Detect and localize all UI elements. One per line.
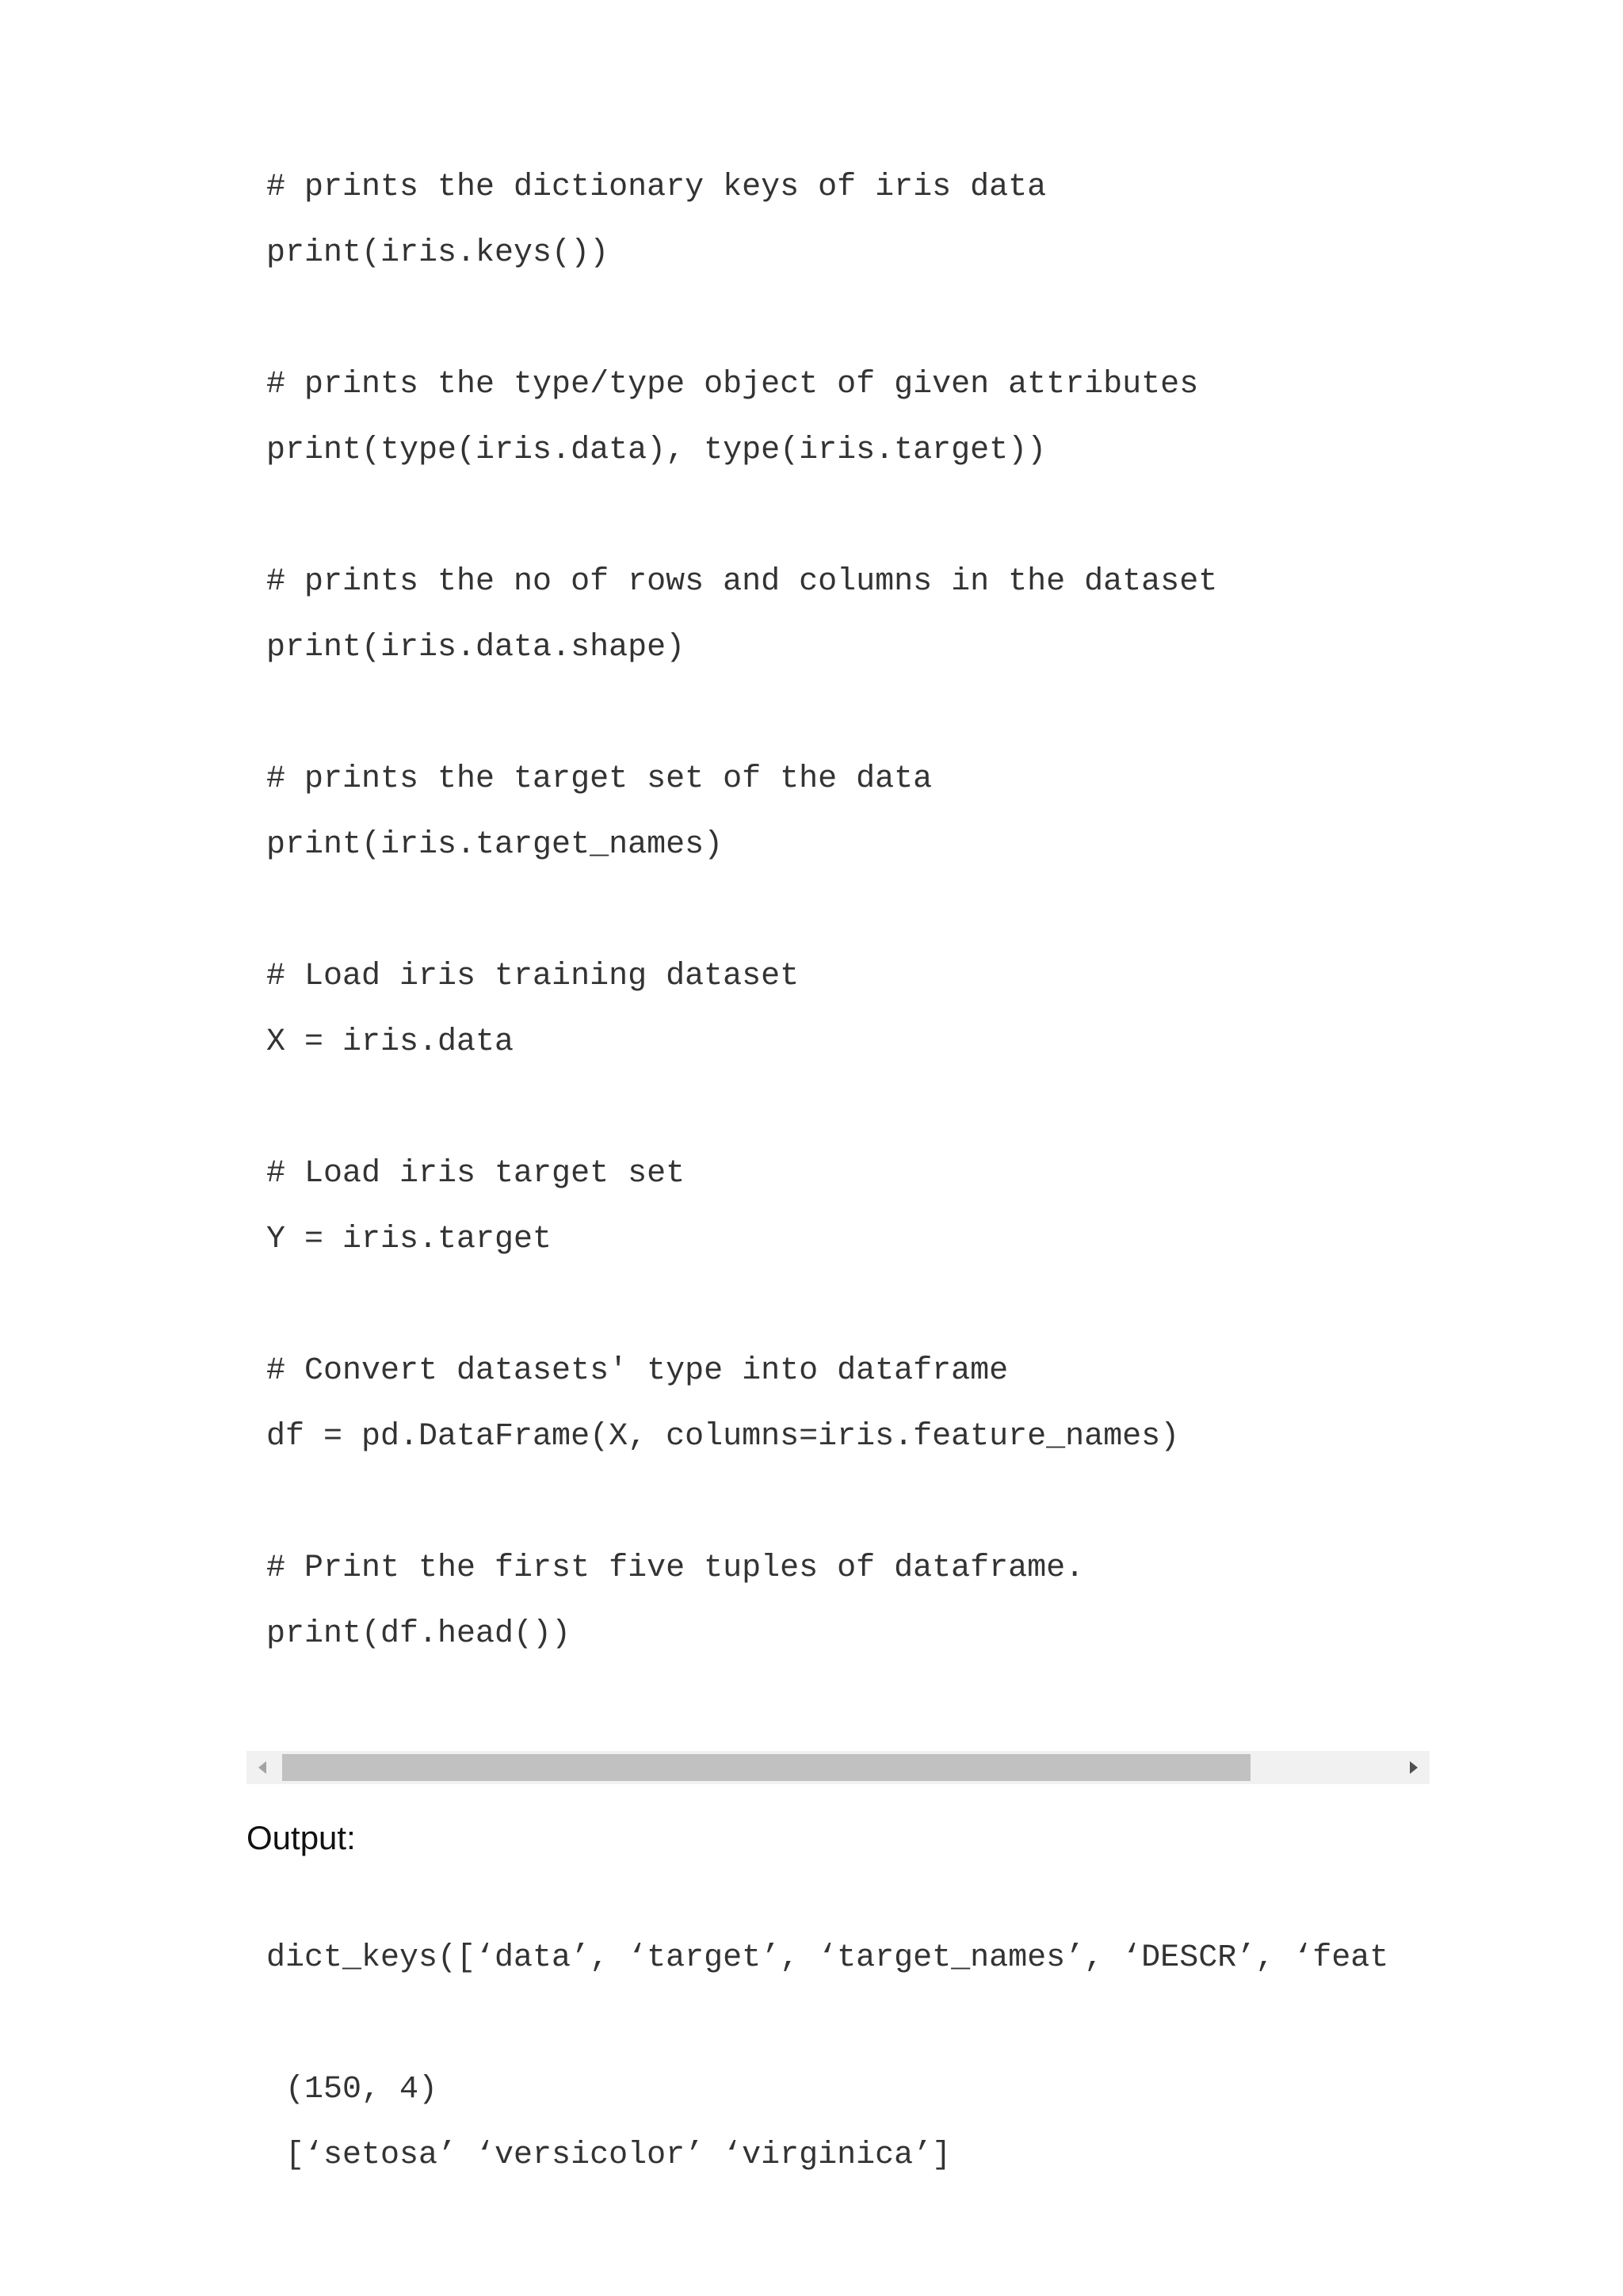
code-line: # Convert datasets' type into dataframe — [266, 1353, 1009, 1389]
code-line: print(iris.keys()) — [266, 235, 609, 271]
code-line: print(type(iris.data), type(iris.target)) — [266, 433, 1047, 468]
output-block — [266, 1925, 1430, 2188]
code-block — [266, 154, 1423, 1667]
code-line — [266, 286, 1423, 352]
code-line: # prints the no of rows and columns in the dataset — [266, 564, 1218, 600]
scrollbar-thumb[interactable] — [282, 1754, 1251, 1781]
code-line: print(df.head()) — [266, 1616, 571, 1652]
horizontal-scrollbar[interactable] — [246, 1751, 1430, 1784]
code-line: print(iris.target_names) — [266, 827, 724, 863]
scroll-right-button[interactable] — [1398, 1751, 1430, 1784]
code-line — [266, 1272, 1423, 1338]
code-line: # Load iris target set — [266, 1156, 685, 1192]
output-line: [‘setosa’ ‘versicolor’ ‘virginica’] — [266, 2138, 952, 2173]
code-line: # prints the target set of the data — [266, 761, 933, 797]
code-line: # prints the type/type object of given attributes — [266, 367, 1199, 402]
arrow-right-icon — [1410, 1761, 1418, 1774]
code-line — [266, 878, 1423, 944]
code-line — [266, 483, 1423, 549]
code-line — [266, 1470, 1423, 1535]
code-line: X = iris.data — [266, 1024, 514, 1060]
code-line: # prints the dictionary keys of iris data — [266, 170, 1047, 205]
output-line: (150, 4) — [266, 2072, 438, 2107]
output-line — [266, 1991, 1430, 2057]
arrow-left-icon — [258, 1761, 266, 1774]
code-line: df = pd.DataFrame(X, columns=iris.feature_names) — [266, 1419, 1180, 1455]
code-line: Y = iris.target — [266, 1222, 552, 1257]
scroll-left-button[interactable] — [246, 1751, 278, 1784]
output-line: dict_keys([‘data’, ‘target’, ‘target_names’, ‘DESCR’, ‘feat — [266, 1940, 1389, 1976]
code-line — [266, 681, 1423, 746]
code-line — [266, 1075, 1423, 1141]
code-line: print(iris.data.shape) — [266, 630, 685, 666]
code-line: # Print the first five tuples of dataframe. — [266, 1550, 1085, 1586]
code-line: # Load iris training dataset — [266, 959, 800, 994]
output-label: Output: — [246, 1819, 356, 1856]
